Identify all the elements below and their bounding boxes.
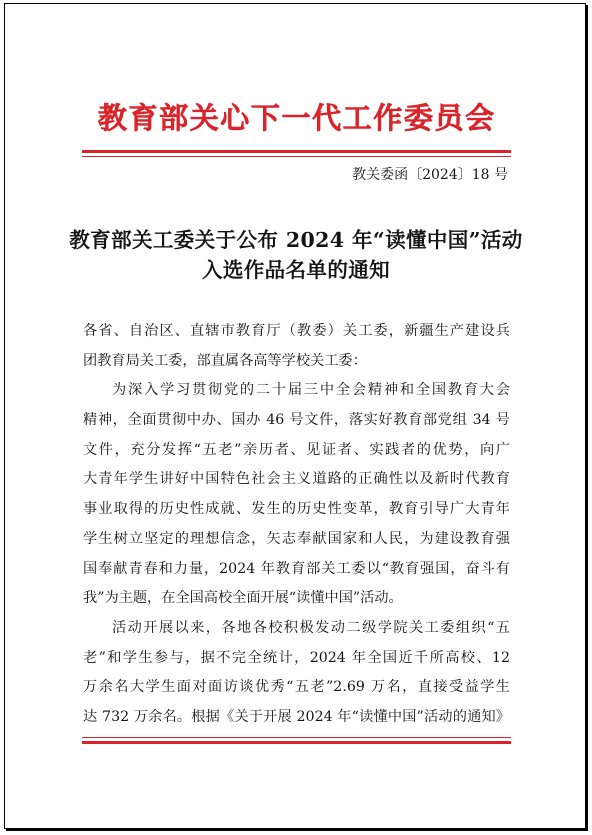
document-title bbox=[0, 225, 592, 285]
salutation-line: 团教育局关工委，部直属各高等学校关工委： bbox=[83, 352, 367, 369]
paragraph-2-line: 万余名大学生面对面访谈优秀“五老”2.69 万名，直接受益学生 bbox=[83, 679, 510, 696]
header-red-rule-thick bbox=[82, 150, 511, 153]
paragraph-2-line: 老”和学生参与，据不完全统计，2024 年全国近千所高校、12 bbox=[83, 649, 510, 666]
paragraph-1-line: 文件，充分发挥“五老”亲历者、见证者、实践者的优势，向广 bbox=[83, 441, 510, 458]
paragraph-1-line: 精神，全面贯彻中办、国办 46 号文件，落实好教育部党组 34 号 bbox=[83, 412, 510, 429]
document-body bbox=[83, 317, 510, 733]
paragraph-1-line: 为深入学习贯彻党的二十届三中全会精神和全国教育大会 bbox=[112, 382, 510, 399]
paragraph-1-line: 事业取得的历史性成就、发生的历史性变革，教育引导广大青年 bbox=[83, 501, 510, 518]
document-title-line-1: 教育部关工委关于公布 2024 年“读懂中国”活动 bbox=[69, 228, 523, 252]
paragraph-1-line: 我”为主题，在全国高校全面开展“读懂中国”活动。 bbox=[83, 590, 403, 607]
paragraph-1-line: 国奉献青春和力量，2024 年教育部关工委以“教育强国，奋斗有 bbox=[83, 560, 510, 577]
paragraph-2-line: 活动开展以来，各地各校积极发动二级学院关工委组织“五 bbox=[112, 619, 510, 636]
paragraph-2-line: 达 732 万余名。根据《关于开展 2024 年“读懂中国”活动的通知》 bbox=[83, 708, 510, 725]
document-number: 教关委函〔2024〕18 号 bbox=[352, 167, 508, 183]
paragraph-1-line: 大青年学生讲好中国特色社会主义道路的正确性以及新时代教育 bbox=[83, 471, 510, 488]
footer-red-rule-thin bbox=[82, 737, 511, 738]
footer-red-rule-thick bbox=[82, 741, 511, 744]
salutation-line: 各省、自治区、直辖市教育厅（教委）关工委，新疆生产建设兵 bbox=[83, 323, 510, 339]
document-title-line-2: 入选作品名单的通知 bbox=[201, 258, 391, 282]
red-header-title: 教育部关心下一代工作委员会 bbox=[97, 101, 496, 135]
header-red-rule-thin bbox=[82, 156, 511, 157]
paragraph-1-line: 学生树立坚定的理想信念，矢志奉献国家和人民，为建设教育强 bbox=[83, 530, 510, 547]
